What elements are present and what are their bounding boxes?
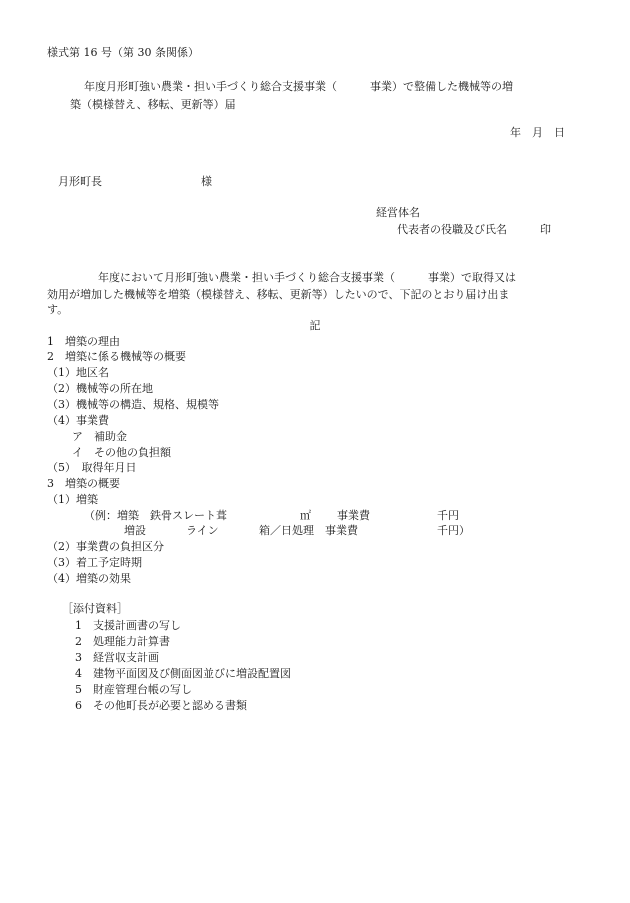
- item-3-4: （4）増築の効果: [47, 572, 131, 585]
- entity-name-label: 経営体名: [376, 206, 420, 219]
- item-1: 1 増築の理由: [47, 335, 120, 348]
- item-2-2: （2）機械等の所在地: [47, 382, 153, 395]
- example-line-2-cost-unit: 千円）: [437, 524, 470, 537]
- document-title-line-2: 築（模様替え、移転、更新等）届: [70, 98, 236, 111]
- example-line-1-unit: ㎡: [300, 509, 311, 522]
- body-line-2: 効用が増加した機械等を増築（模様替え、移転、更新等）したいので、下記のとおり届け出ま: [47, 288, 510, 301]
- attachment-item: 5 財産管理台帳の写し: [75, 683, 192, 696]
- example-line-2-label: 増設: [124, 524, 146, 537]
- item-3-2: （2）事業費の負担区分: [47, 540, 164, 553]
- example-line-1-cost-label: 事業費: [337, 509, 370, 522]
- attachment-item: 1 支援計画書の写し: [75, 619, 181, 632]
- attachments-heading: ［添付資料］: [62, 602, 128, 615]
- item-3: 3 増築の概要: [47, 477, 120, 490]
- example-line-2-cost-label: 箱／日処理 事業費: [259, 524, 358, 537]
- addressee: 月形町長 様: [58, 175, 212, 188]
- item-2: 2 増築に係る機械等の概要: [47, 350, 186, 363]
- body-line-3: す。: [47, 303, 69, 316]
- document-title-line-1: 年度月形町強い農業・担い手づくり総合支援事業（ 事業）で整備した機械等の増: [84, 80, 513, 93]
- item-2-4: （4）事業費: [47, 414, 109, 427]
- body-line-1: 年度において月形町強い農業・担い手づくり総合支援事業（ 事業）で取得又は: [98, 271, 516, 284]
- representative-label: 代表者の役職及び氏名 印: [397, 223, 551, 236]
- attachment-item: 6 その他町長が必要と認める書類: [75, 699, 247, 712]
- attachment-item: 3 経営収支計画: [75, 651, 159, 664]
- item-3-1: （1）増築: [47, 493, 98, 506]
- item-3-3: （3）着工予定時期: [47, 556, 142, 569]
- attachment-item: 2 処理能力計算書: [75, 635, 170, 648]
- form-number: 様式第 16 号（第 30 条関係）: [47, 46, 199, 59]
- example-line-1-cost-unit: 千円: [437, 509, 459, 522]
- date-line: 年 月 日: [510, 126, 565, 139]
- item-2-4-b: イ その他の負担額: [72, 446, 171, 459]
- item-2-3: （3）機械等の構造、規格、規模等: [47, 398, 219, 411]
- ki-heading: 記: [309, 319, 321, 332]
- example-line-2-line: ライン: [186, 524, 219, 537]
- item-2-1: （1）地区名: [47, 366, 109, 379]
- attachment-item: 4 建物平面図及び側面図並びに増設配置図: [75, 667, 291, 680]
- example-line-1-label: （例：増築 鉄骨スレート葺: [84, 509, 227, 522]
- item-2-5: （5） 取得年月日: [47, 461, 137, 474]
- item-2-4-a: ア 補助金: [72, 430, 127, 443]
